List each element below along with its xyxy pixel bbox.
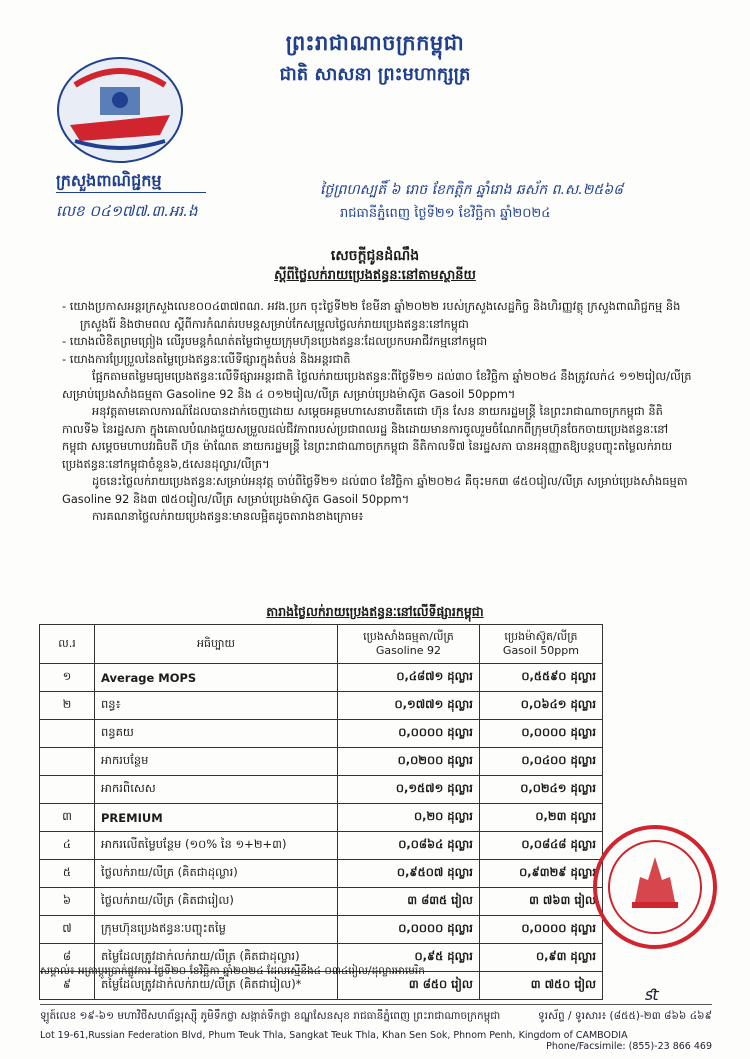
gasoline-value: ០,២០ ដុល្លារ: [338, 804, 480, 832]
row-number: ៥: [40, 860, 95, 888]
row-number: [40, 748, 95, 776]
row-description: ពន្ធ៖: [95, 692, 338, 720]
gasoline-value: ០,១៧៧១ ដុល្លារ: [338, 692, 480, 720]
row-description: Average MOPS: [95, 664, 338, 692]
footer-khmer: [40, 1010, 712, 1025]
gasoil-value: ០,០៦៤១ ដុល្លារ: [479, 692, 602, 720]
row-description: អាករបន្ថែម: [95, 748, 338, 776]
table-row: [40, 720, 603, 748]
row-number: ៣: [40, 804, 95, 832]
footer-divider: [40, 1004, 712, 1005]
lunar-date: ថ្ងៃព្រហស្បតិ៍ ៦ រោច ខែកត្តិក ឆ្នាំរោង ឆស័ក ព.ស.២៥៦៨: [320, 182, 624, 198]
gasoil-value: ៣ ៧៥០ រៀល: [479, 972, 602, 1000]
row-description: តម្លៃដែលត្រូវដាក់លក់រាយ/លីត្រ (គិតជាដុល្លារ): [95, 944, 338, 972]
reference-bullet-2: - យោងលិខិតព្រមព្រៀង លើរូបមន្តកំណត់តម្លៃជាមួយក្រុមហ៊ុនប្រេងឥន្ធនៈដែលប្រកបអាជីវកម្មនៅកម្ពុជា: [62, 334, 488, 348]
row-number: ៩: [40, 972, 95, 1000]
reference-bullet-1: - យោងប្រកាសអន្តរក្រសួងលេខ០០៤៣៧ពណ. អវង.ប្រក ចុះថ្ងៃទី២២ ខែមីនា ឆ្នាំ២០២២ របស់ក្រសួងសេដ្ឋកិច្ច និងហិរញ្ញវត្ថុ ក្រសួងពាណិជ្ជកម្ម និងក្រសួងរ៉ែ និងថាមពល ស្តីពីការកំណត់របមន្តសម្រាប់កែសម្រួលថ្លៃលក់រាយប្រេងឥន្ធនៈនៅកម្ពុជា: [62, 299, 681, 331]
gasoline-value: ០,៩៥ ដុល្លារ: [338, 944, 480, 972]
header-gasoline-km: ប្រេងសាំងធម្មតា/លីត្រ: [363, 630, 454, 643]
phone-en: Phone/Facsimile: (855)-23 866 469: [546, 1041, 712, 1052]
row-number: [40, 776, 95, 804]
national-motto: ជាតិ សាសនា ព្រះមហាក្សត្រ: [279, 64, 471, 85]
header-gasoil: [479, 625, 602, 664]
gasoil-value: ០,០២៤១ ដុល្លារ: [479, 776, 602, 804]
table-header-row: [40, 625, 603, 664]
row-description: ថ្លៃលក់រាយ/លីត្រ (គិតជារៀល): [95, 888, 338, 916]
ministry-logo-icon: [55, 55, 185, 165]
gasoline-value: ០,០០០០ ដុល្លារ: [338, 916, 480, 944]
table-row: [40, 804, 603, 832]
header-gasoil-en: Gasoil 50ppm: [502, 644, 579, 657]
exchange-rate-note: សម្គាល់៖ អត្រាប្តូរប្រាក់ផ្លូវការ ថ្ងៃទី២០ ខែវិច្ឆិកា ឆ្នាំ២០២៤ ដែលស្មើនឹង៤ ០៣៤រៀល/ដុល្លារអាមេរិក: [40, 965, 425, 977]
row-description: អាករលើតម្លៃបន្ថែម (១០% នៃ ១+២+៣): [95, 832, 338, 860]
divider: [56, 192, 206, 193]
header-description: អធិប្បាយ: [95, 625, 338, 664]
address-en: Lot 19-61,Russian Federation Blvd, Phum Teuk Thla, Sangkat Teuk Thla, Khan Sen Sok, Phnom Penh, Kingdom of CAMBODIA: [40, 1030, 628, 1041]
row-number: ៦: [40, 888, 95, 916]
reference-number: លេខ ០៤១៧៧.៣.អរ.ង: [56, 202, 198, 220]
gasoil-value: ០,៩៣២៩ ដុល្លារ: [479, 860, 602, 888]
table-row: [40, 664, 603, 692]
table-row: [40, 692, 603, 720]
gasoil-value: ០,២៣ ដុល្លារ: [479, 804, 602, 832]
header-gasoil-km: ប្រេងម៉ាស៊ូត/លីត្រ: [504, 630, 578, 643]
address-km: ឡូត៍លេខ ១៩-៦១ មហាវិថីសហព័ន្ធរុស្ស៊ី ភូមិទឹកថ្លា សង្កាត់ទឹកថ្លា ខណ្ឌសែនសុខ រាជធានីភ្នំពេញ ព្រះរាជាណាចក្រកម្ពុជា: [40, 1010, 501, 1022]
table-title: តារាងថ្លៃលក់រាយប្រេងឥន្ធនៈនៅលើទីផ្សារកម្ពុជា: [266, 604, 484, 619]
footer-english: [40, 1030, 712, 1052]
row-number: ២: [40, 692, 95, 720]
ministry-name: ក្រសួងពាណិជ្ជកម្ម: [56, 171, 162, 190]
row-description: តម្លៃដែលត្រូវដាក់លក់រាយ/លីត្រ (គិតជារៀល)*: [95, 972, 338, 1000]
row-description: PREMIUM: [95, 804, 338, 832]
header-gasoline-en: Gasoline 92: [375, 644, 441, 657]
table-row: [40, 776, 603, 804]
notice-body: [62, 298, 692, 526]
gasoil-value: ០,០៤០០ ដុល្លារ: [479, 748, 602, 776]
paragraph-4: ការគណនាថ្លៃលក់រាយប្រេងឥន្ធនៈមានលម្អិតដូចតារាងខាងក្រោម៖: [92, 509, 364, 523]
gasoline-value: ០,០៨៦៤ ដុល្លារ: [338, 832, 480, 860]
gasoline-value: ៣ ៨៣៥ រៀល: [338, 888, 480, 916]
gasoil-value: ០,០០០០ ដុល្លារ: [479, 916, 602, 944]
official-seal-icon: [590, 822, 720, 952]
row-number: [40, 720, 95, 748]
paragraph-1: ផ្អែកតាមតម្លៃមធ្យមប្រេងឥន្ធនៈលើទីផ្សារអន្តរជាតិ ថ្លៃលក់រាយប្រេងឥន្ធនៈពីថ្ងៃទី២១ ដល់៣០ ខែវិច្ឆិកា ឆ្នាំ២០២៤ នឹងត្រូវលក់៤ ១១២រៀល/លីត្រ សម្រាប់ប្រេងសាំងធម្មតា Gasoline 92 និង ៤ ០១២រៀល/លីត្រ សម្រាប់ប្រេងម៉ាស៊ូត Gasoil 50ppm។: [62, 369, 692, 401]
row-description: អាករពិសេស: [95, 776, 338, 804]
fuel-price-table: [39, 624, 603, 1000]
kingdom-title: ព្រះរាជាណាចក្រកម្ពុជា: [285, 31, 465, 55]
place-date: រាជធានីភ្នំពេញ ថ្ងៃទី២១ ខែវិច្ឆិកា ឆ្នាំ២០២៤: [340, 206, 551, 221]
row-description: ពន្ធគយ: [95, 720, 338, 748]
table-row: [40, 916, 603, 944]
gasoil-value: ០,៩៣ ដុល្លារ: [479, 944, 602, 972]
gasoil-value: ០,០០០០ ដុល្លារ: [479, 720, 602, 748]
table-row: [40, 888, 603, 916]
header-gasoline: [338, 625, 480, 664]
gasoline-value: ០,០០០០ ដុល្លារ: [338, 720, 480, 748]
row-number: ៤: [40, 832, 95, 860]
signature-mark: ﬆ: [645, 985, 659, 1004]
gasoline-value: ០,៩៥០៧ ដុល្លារ: [338, 860, 480, 888]
table-row: [40, 860, 603, 888]
header-no: ល.រ: [40, 625, 95, 664]
reference-bullet-3: - យោងការប្រែប្រួលនៃតម្លៃប្រេងឥន្ធនៈលើទីផ្សារក្នុងតំបន់ និងអន្តរជាតិ: [62, 351, 351, 366]
paragraph-3: ដូចនេះថ្លៃលក់រាយប្រេងឥន្ធនៈសម្រាប់អនុវត្ត ចាប់ពីថ្ងៃទី២១ ដល់៣០ ខែវិច្ឆិកា ឆ្នាំ២០២៤ គឺចុះមក៣ ៨៥០រៀល/លីត្រ សម្រាប់ប្រេងសាំងធម្មតា Gasoline 92 និង៣ ៧៥០រៀល/លីត្រ សម្រាប់ប្រេងម៉ាស៊ូត Gasoil 50ppm។: [62, 474, 688, 506]
row-description: ក្រុមហ៊ុនប្រេងឥន្ធនៈបញ្ចុះតម្លៃ: [95, 916, 338, 944]
gasoil-value: ៣ ៧៦៣ រៀល: [479, 888, 602, 916]
row-number: ៨: [40, 944, 95, 972]
row-description: ថ្លៃលក់រាយ/លីត្រ (គិតជាដុល្លារ): [95, 860, 338, 888]
row-number: ១: [40, 664, 95, 692]
gasoline-value: ០,១៥៧១ ដុល្លារ: [338, 776, 480, 804]
table-body: [40, 664, 603, 1000]
gasoline-value: ៣ ៨៥០ រៀល: [338, 972, 480, 1000]
gasoil-value: ០,៥៥៩០ ដុល្លារ: [479, 664, 602, 692]
row-number: ៧: [40, 916, 95, 944]
notice-subject: ស្តីពីថ្លៃលក់រាយប្រេងឥន្ធនៈនៅតាមស្ថានីយ: [274, 268, 476, 283]
gasoil-value: ០,០៨៤៨ ដុល្លារ: [479, 832, 602, 860]
gasoline-value: ០,០២០០ ដុល្លារ: [338, 748, 480, 776]
notice-title: សេចក្តីជូនដំណឹង: [330, 248, 420, 264]
paragraph-2: អនុវត្តតាមគោលការណ៍ដែលបានដាក់ចេញដោយ សម្តេចអគ្គមហាសេនាបតីតេជោ ហ៊ុន សែន នាយករដ្ឋមន្ត្រី នៃព្រះរាជាណាចក្រកម្ពុជា នីតិកាលទី៦ នៃរដ្ឋសភា ក្នុងគោលបំណងជួយសម្រួលដល់ជីវភាពរបស់ប្រជាពលរដ្ឋ និងដោយមានការចូលរួមចំណែកពីក្រុមហ៊ុនចែកចាយប្រេងឥន្ធនៈនៅកម្ពុជា សម្តេចមហាបវរធិបតី ហ៊ុន ម៉ាណែត នាយករដ្ឋមន្ត្រី នៃព្រះរាជាណាចក្រកម្ពុជា នីតិកាលទី៧ នៃរដ្ឋសភា បានអនុញ្ញាតឱ្យបន្តបញ្ចុះតម្លៃលក់រាយប្រេងឥន្ធនៈនៅកម្ពុជាចំនួន៦,៥សេនដុល្លារ/លីត្រ។: [62, 404, 673, 471]
table-row: [40, 832, 603, 860]
gasoline-value: ០,៤៨៧១ ដុល្លារ: [338, 664, 480, 692]
table-row: [40, 748, 603, 776]
phone-km: ទូរស័ព្ទ / ទូរសារ៖ (៨៥៥)-២៣ ៨៦៦ ៤៦៩: [538, 1010, 712, 1022]
